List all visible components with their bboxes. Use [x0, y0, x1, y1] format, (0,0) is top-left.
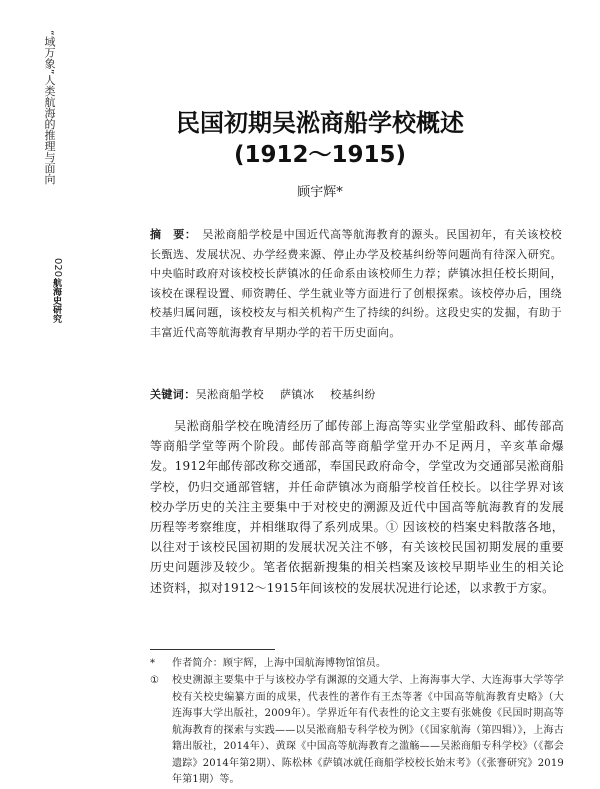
author-name: 顾宇辉*	[297, 185, 343, 200]
footnote-mark: *	[150, 658, 156, 669]
footnote-text: 作者简介：顾宇辉，上海中国航海博物馆馆员。	[172, 658, 387, 669]
article-title: 民国初期吴淞商船学校概述	[176, 109, 464, 137]
article-title-years: (1912～1915)	[233, 142, 407, 168]
keyword: 校基纠纷	[330, 388, 376, 401]
keyword: 吴淞商船学校	[195, 388, 265, 401]
footnote-divider	[150, 649, 275, 650]
keywords-label: 关键词：	[150, 388, 196, 401]
abstract	[150, 225, 562, 342]
abstract-label: 摘 要：	[150, 228, 197, 241]
footnote-text: 校史溯源主要集中于与该校办学有渊源的交通大学、上海海事大学、大连海事大学等学校有关校史编纂方面的成果，代表性的著作有王杰等著《中国高等航海教育史略》（大连海事大学出版社，2009年）。学界近年有代表性的论文主要有张姚俊《民国时期高等航海教育的探索与实践——以吴淞商船专科学校为例》（《国家航海（第四辑）》，上海古籍出版社，2014年）、黄琛《中国高等航海教育之滥觞——吴淞商船专科学校》（《都会遗踪》2014年第2期）、陈松林《萨镇冰就任商船学校校长始末考》（《张謇研究》2019年第1期）等。	[172, 675, 564, 785]
keywords	[150, 386, 562, 402]
page-number: 020	[52, 258, 63, 278]
footnote-mark: ①	[150, 675, 160, 686]
footnote-author	[150, 656, 564, 673]
publication-logo: 航海史研究	[51, 278, 61, 323]
keyword: 萨镇冰	[280, 388, 315, 401]
series-title: “域万象”人类航海的推理与面向	[43, 30, 56, 185]
abstract-text: 吴淞商船学校是中国近代高等航海教育的源头。民国初年，有关该校校长甄选、发展状况、办学经费来源、停止办学及校基纠纷等问题尚有待深入研究。中央临时政府对该校校长萨镇冰的任命系由该校师生力荐；萨镇冰担任校长期间，该校在课程设置、师资聘任、学生就业等方面进行了创根探索。该校停办后，围绕校基归属问题，该校校友与相关机构产生了持续的纠纷。这段史实的发掘，有助于丰富近代高等航海教育早期办学的若干历史面向。	[150, 228, 562, 339]
footnote-1	[150, 673, 564, 789]
body-paragraph: 吴淞商船学校在晚清经历了邮传部上海高等实业学堂船政科、邮传部高等商船学堂等两个阶段。邮传部高等商船学堂开办不足两月，辛亥革命爆发。1912年邮传部改称交通部，奉国民政府命令，学堂改为交通部吴淞商船学校，仍归交通部管辖，并任命萨镇冰为商船学校首任校长。以往学界对该校办学历史的关注主要集中于对校史的溯源及近代中国高等航海教育的发展历程等考察维度，并相继取得了系列成果。① 因该校的档案史料散落各地，以往对于该校民国初期的发展状况关注不够，有关该校民国初期发展的重要历史问题涉及较少。笔者依据新搜集的相关档案及该校早期毕业生的相关论述资料，拟对1912～1915年间该校的发展状况进行论述，以求教于方家。	[150, 419, 564, 595]
